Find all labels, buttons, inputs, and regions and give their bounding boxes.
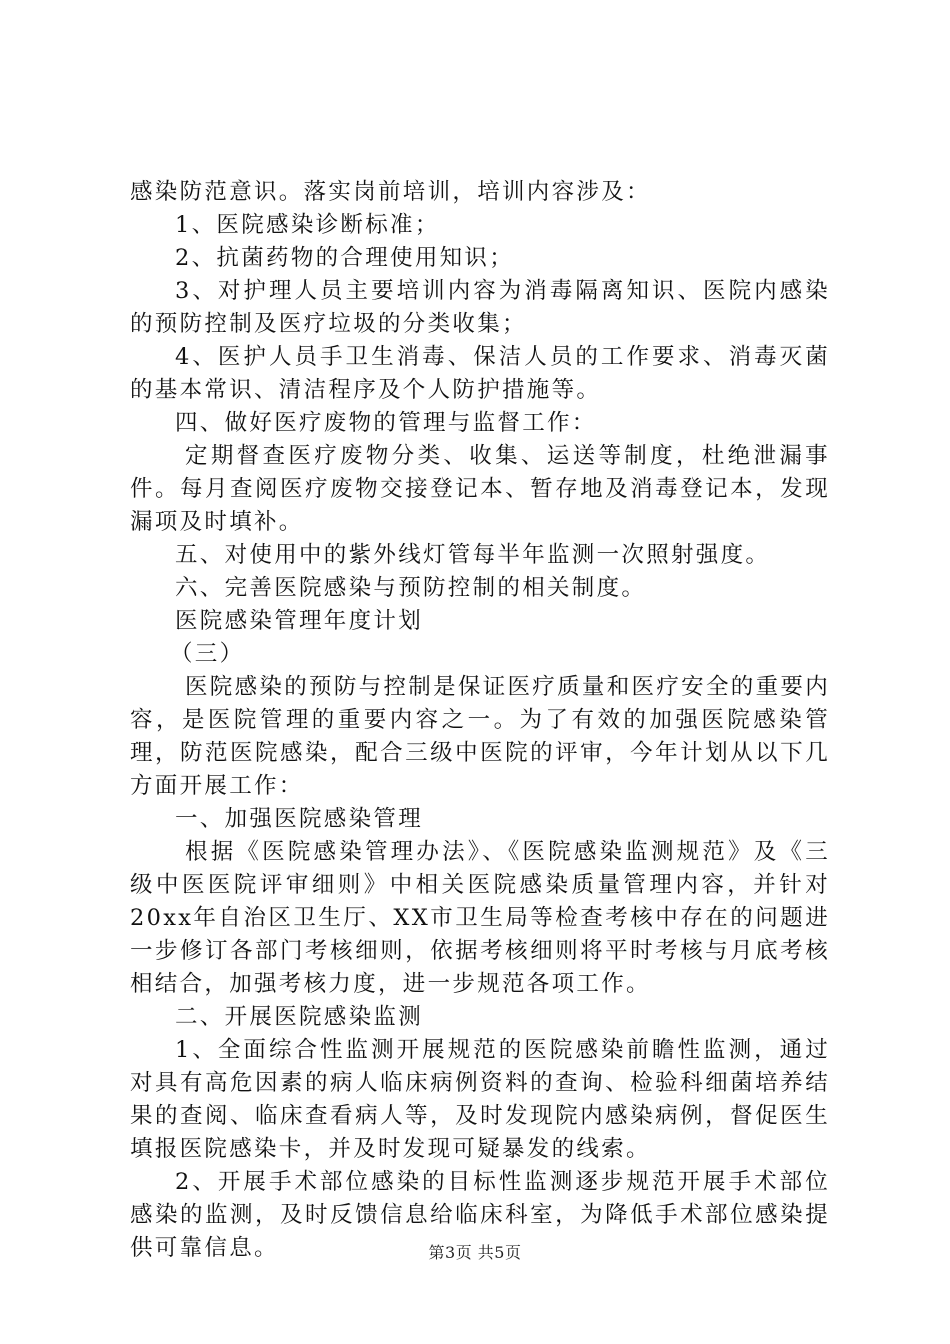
section-heading-strengthen-management: 一、加强医院感染管理 — [175, 806, 424, 832]
list-item-surgical-site-monitoring: 2、开展手术部位感染的目标性监测逐步规范开展手术部位感染的监测，及时反馈信息给临床科室，为降低手术部位感染提供可靠信息。 — [130, 1169, 830, 1261]
document-part-number: （三） — [170, 641, 245, 667]
list-item-antibiotic-knowledge: 2、抗菌药物的合理使用知识； — [175, 245, 515, 271]
list-item-nursing-training: 3、对护理人员主要培训内容为消毒隔离知识、医院内感染的预防控制及医疗垃圾的分类收集； — [130, 278, 830, 337]
page-footer: 第3页 共5页 — [428, 1243, 522, 1262]
list-item-diagnosis-standard: 1、医院感染诊断标准； — [175, 212, 440, 238]
list-item-comprehensive-monitoring: 1、全面综合性监测开展规范的医院感染前瞻性监测，通过对具有高危因素的病人临床病例资料的查询、检验科细菌培养结果的查阅、临床查看病人等，及时发现院内感染病例，督促医生填报医院感染卡，并及时发现可疑暴发的线索。 — [130, 1037, 830, 1162]
paragraph-medical-waste: 定期督查医疗废物分类、收集、运送等制度，杜绝泄漏事件。每月查阅医疗废物交接登记本、暂存地及消毒登记本，发现漏项及时填补。 — [130, 443, 830, 535]
paragraph-plan-intro: 医院感染的预防与控制是保证医疗质量和医疗安全的重要内容，是医院管理的重要内容之一。为了有效的加强医院感染管理，防范医院感染，配合三级中医院的评审，今年计划从以下几方面开展工作： — [130, 674, 830, 799]
paragraph-intro: 感染防范意识。落实岗前培训，培训内容涉及： — [130, 179, 651, 205]
document-subtitle: 医院感染管理年度计划 — [175, 608, 424, 634]
paragraph-management-basis: 根据《医院感染管理办法》、《医院感染监测规范》及《三级中医医院评审细则》中相关医院感染质量管理内容，并针对20xx年自治区卫生厅、XX市卫生局等检查考核中存在的问题进一步修订各部门考核细则，依据考核细则将平时考核与月底考核相结合，加强考核力度，进一步规范各项工作。 — [130, 839, 830, 997]
section-heading-uv-lamp: 五、对使用中的紫外线灯管每半年监测一次照射强度。 — [175, 542, 771, 568]
section-heading-improve-rules: 六、完善医院感染与预防控制的相关制度。 — [175, 575, 647, 601]
section-heading-infection-monitoring: 二、开展医院感染监测 — [175, 1004, 424, 1030]
section-heading-medical-waste: 四、做好医疗废物的管理与监督工作： — [175, 410, 597, 436]
document-body — [130, 176, 830, 1265]
list-item-hand-hygiene: 4、医护人员手卫生消毒、保洁人员的工作要求、消毒灭菌的基本常识、清洁程序及个人防护措施等。 — [130, 344, 830, 403]
